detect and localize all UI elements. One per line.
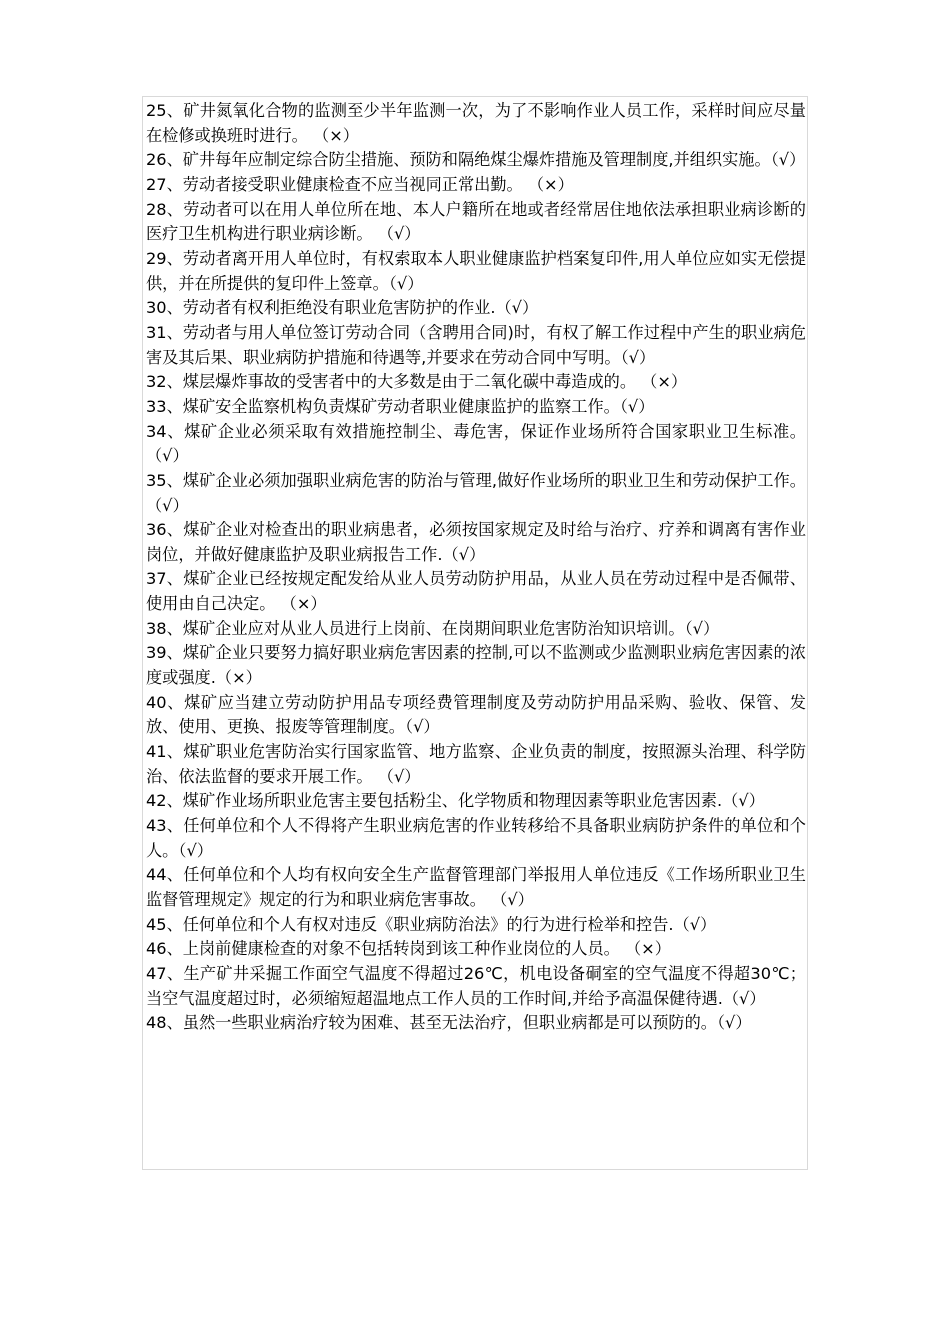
question-36: 36、煤矿企业对检查出的职业病患者，必须按国家规定及时给与治疗、疗养和调离有害作业岗位，并做好健康监护及职业病报告工作.（√） bbox=[146, 520, 806, 564]
question-31: 31、劳动者与用人单位签订劳动合同（含聘用合同)时，有权了解工作过程中产生的职业病危害及其后果、职业病防护措施和待遇等,并要求在劳动合同中写明。（√） bbox=[146, 322, 806, 367]
question-33: 33、煤矿安全监察机构负责煤矿劳动者职业健康监护的监察工作。（√） bbox=[146, 396, 655, 416]
question-28: 28、劳动者可以在用人单位所在地、本人户籍所在地或者经常居住地依法承担职业病诊断的医疗卫生机构进行职业病诊断。 （√） bbox=[146, 199, 806, 244]
question-47: 47、生产矿井采掘工作面空气温度不得超过26℃，机电设备硐室的空气温度不得超30℃；当空气温度超过时，必须缩短超温地点工作人员的工作时间,并给予高温保健待遇.（√） bbox=[146, 963, 806, 1008]
question-43: 43、任何单位和个人不得将产生职业病危害的作业转移给不具备职业病防护条件的单位和个人。（√） bbox=[146, 816, 806, 860]
question-40: 40、煤矿应当建立劳动防护用品专项经费管理制度及劳动防护用品采购、验收、保管、发放、使用、更换、报废等管理制度。（√） bbox=[146, 692, 806, 737]
question-27: 27、劳动者接受职业健康检查不应当视同正常出勤。 （×） bbox=[146, 174, 574, 194]
document-page bbox=[142, 96, 808, 1170]
question-45: 45、任何单位和个人有权对违反《职业病防治法》的行为进行检举和控告.（√） bbox=[146, 914, 717, 934]
question-29: 29、劳动者离开用人单位时，有权索取本人职业健康监护档案复印件,用人单位应如实无偿提供，并在所提供的复印件上签章。（√） bbox=[146, 248, 806, 293]
question-34: 34、煤矿企业必须采取有效措施控制尘、毒危害，保证作业场所符合国家职业卫生标准。（√） bbox=[146, 421, 806, 466]
question-41: 41、煤矿职业危害防治实行国家监管、地方监察、企业负责的制度，按照源头治理、科学防治、依法监督的要求开展工作。 （√） bbox=[146, 742, 806, 786]
question-25: 25、矿井氮氧化合物的监测至少半年监测一次，为了不影响作业人员工作，采样时间应尽量在检修或换班时进行。 （×） bbox=[146, 101, 806, 145]
question-30: 30、劳动者有权利拒绝没有职业危害防护的作业.（√） bbox=[146, 298, 539, 318]
question-42: 42、煤矿作业场所职业危害主要包括粉尘、化学物质和物理因素等职业危害因素.（√） bbox=[146, 791, 765, 811]
question-39: 39、煤矿企业只要努力搞好职业病危害因素的控制,可以不监测或少监测职业病危害因素的浓度或强度.（×） bbox=[146, 643, 806, 688]
question-32: 32、煤层爆炸事故的受害者中的大多数是由于二氧化碳中毒造成的。 （×） bbox=[146, 372, 688, 392]
question-46: 46、上岗前健康检查的对象不包括转岗到该工种作业岗位的人员。 （×） bbox=[146, 939, 671, 959]
question-37: 37、煤矿企业已经按规定配发给从业人员劳动防护用品，从业人员在劳动过程中是否佩带、使用由自己决定。 （×） bbox=[146, 569, 806, 614]
question-44: 44、任何单位和个人均有权向安全生产监督管理部门举报用人单位违反《工作场所职业卫生监督管理规定》规定的行为和职业病危害事故。 （√） bbox=[146, 865, 806, 909]
question-48: 48、虽然一些职业病治疗较为困难、甚至无法治疗，但职业病都是可以预防的。（√） bbox=[146, 1013, 752, 1033]
question-38: 38、煤矿企业应对从业人员进行上岗前、在岗期间职业危害防治知识培训。（√） bbox=[146, 618, 720, 638]
question-26: 26、矿井每年应制定综合防尘措施、预防和隔绝煤尘爆炸措施及管理制度,并组织实施。（√） bbox=[146, 150, 806, 170]
question-35: 35、煤矿企业必须加强职业病危害的防治与管理,做好作业场所的职业卫生和劳动保护工作。（√） bbox=[146, 470, 806, 515]
